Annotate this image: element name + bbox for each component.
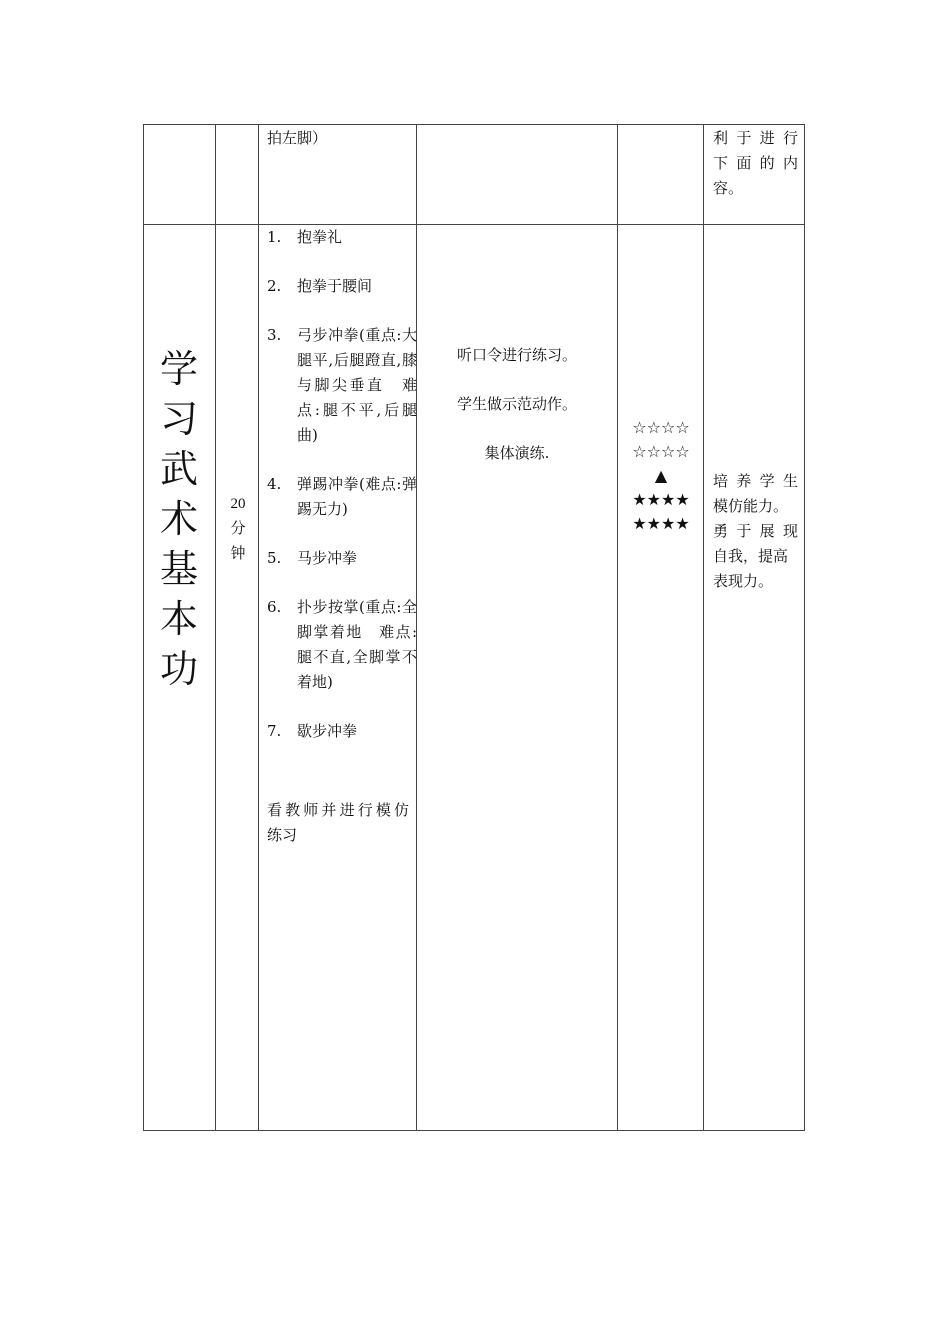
step-text: 扑步按掌(重点:全脚掌着地 难点:腿不直,全脚掌不着地) xyxy=(297,598,417,691)
teacher-note xyxy=(267,798,409,848)
row2-purpose-line: 自我，提高 xyxy=(713,547,789,565)
section-title-char: 本 xyxy=(159,597,198,641)
student-activity-line: 学生做示范动作。 xyxy=(456,395,577,413)
table-bottom-border xyxy=(143,1130,805,1131)
teacher-note-line: 看教师并进行模仿 xyxy=(267,801,409,819)
step-text: 马步冲拳 xyxy=(297,549,358,567)
formation-row-students: ☆☆☆☆ xyxy=(632,442,690,461)
step-number: 6. xyxy=(267,598,282,616)
col-border-5 xyxy=(703,124,704,1131)
row2-purpose-line: 模仿能力。 xyxy=(713,497,789,515)
duration xyxy=(217,492,259,567)
step-number: 2. xyxy=(267,277,282,295)
lesson-plan-table xyxy=(143,124,805,1131)
row2-purpose-line: 表现力。 xyxy=(713,572,774,590)
row2-purpose-line: 勇 于 展 现 xyxy=(713,522,798,540)
step-number: 4. xyxy=(267,475,282,493)
teacher-note-line: 练习 xyxy=(267,826,298,844)
row1-purpose xyxy=(713,126,798,201)
list-item xyxy=(267,225,417,250)
row1-purpose-line: 下 面 的 内 xyxy=(713,154,798,172)
list-item xyxy=(267,274,417,299)
row2-purpose-line: 培 养 学 生 xyxy=(713,472,798,490)
duration-line: 钟 xyxy=(230,546,246,562)
section-title-char: 术 xyxy=(159,497,198,541)
step-number: 7. xyxy=(267,722,282,740)
formation-teacher-marker: ▲ xyxy=(654,466,668,485)
step-text: 弓步冲拳(重点:大腿平,后腿蹬直,膝与脚尖垂直 难点:腿不平,后腿曲) xyxy=(297,326,417,444)
row2-purpose xyxy=(713,469,798,594)
section-title xyxy=(143,344,215,694)
list-item xyxy=(267,323,417,448)
duration-line: 20 xyxy=(230,496,246,512)
list-item xyxy=(267,719,417,744)
row1-purpose-line: 利 于 进 行 xyxy=(713,129,798,147)
step-text: 抱拳于腰间 xyxy=(297,277,373,295)
row1-purpose-line: 容。 xyxy=(713,179,744,197)
col-border-6 xyxy=(804,124,805,1131)
step-text: 抱拳礼 xyxy=(297,228,343,246)
list-item xyxy=(267,595,417,695)
section-title-char: 学 xyxy=(159,347,198,391)
list-item xyxy=(267,546,417,571)
step-text: 歇步冲拳 xyxy=(297,722,358,740)
row1-content: 拍左脚） xyxy=(267,129,328,147)
formation-row-students: ☆☆☆☆ xyxy=(632,418,690,437)
step-text: 弹踢冲拳(难点:弹踢无力) xyxy=(297,475,417,518)
duration-line: 分 xyxy=(230,521,246,537)
row-divider xyxy=(143,224,805,225)
col-border-1 xyxy=(215,124,216,1131)
step-number: 1. xyxy=(267,228,282,246)
section-title-char: 功 xyxy=(159,647,198,691)
list-item xyxy=(267,472,417,522)
student-activity-line: 集体演练. xyxy=(484,444,550,462)
table-top-border xyxy=(143,124,805,125)
exercise-steps-list xyxy=(267,225,417,768)
formation-row-students: ★★★★ xyxy=(632,490,690,509)
step-number: 5. xyxy=(267,549,282,567)
student-activity-line: 听口令进行练习。 xyxy=(456,346,577,364)
step-number: 3. xyxy=(267,326,282,344)
formation-diagram xyxy=(619,416,703,536)
section-title-char: 基 xyxy=(159,547,198,591)
student-activity xyxy=(417,343,617,490)
section-title-char: 武 xyxy=(159,447,198,491)
col-border-2 xyxy=(258,124,259,1131)
formation-row-students: ★★★★ xyxy=(632,514,690,533)
section-title-char: 习 xyxy=(159,397,198,441)
col-border-4 xyxy=(617,124,618,1131)
